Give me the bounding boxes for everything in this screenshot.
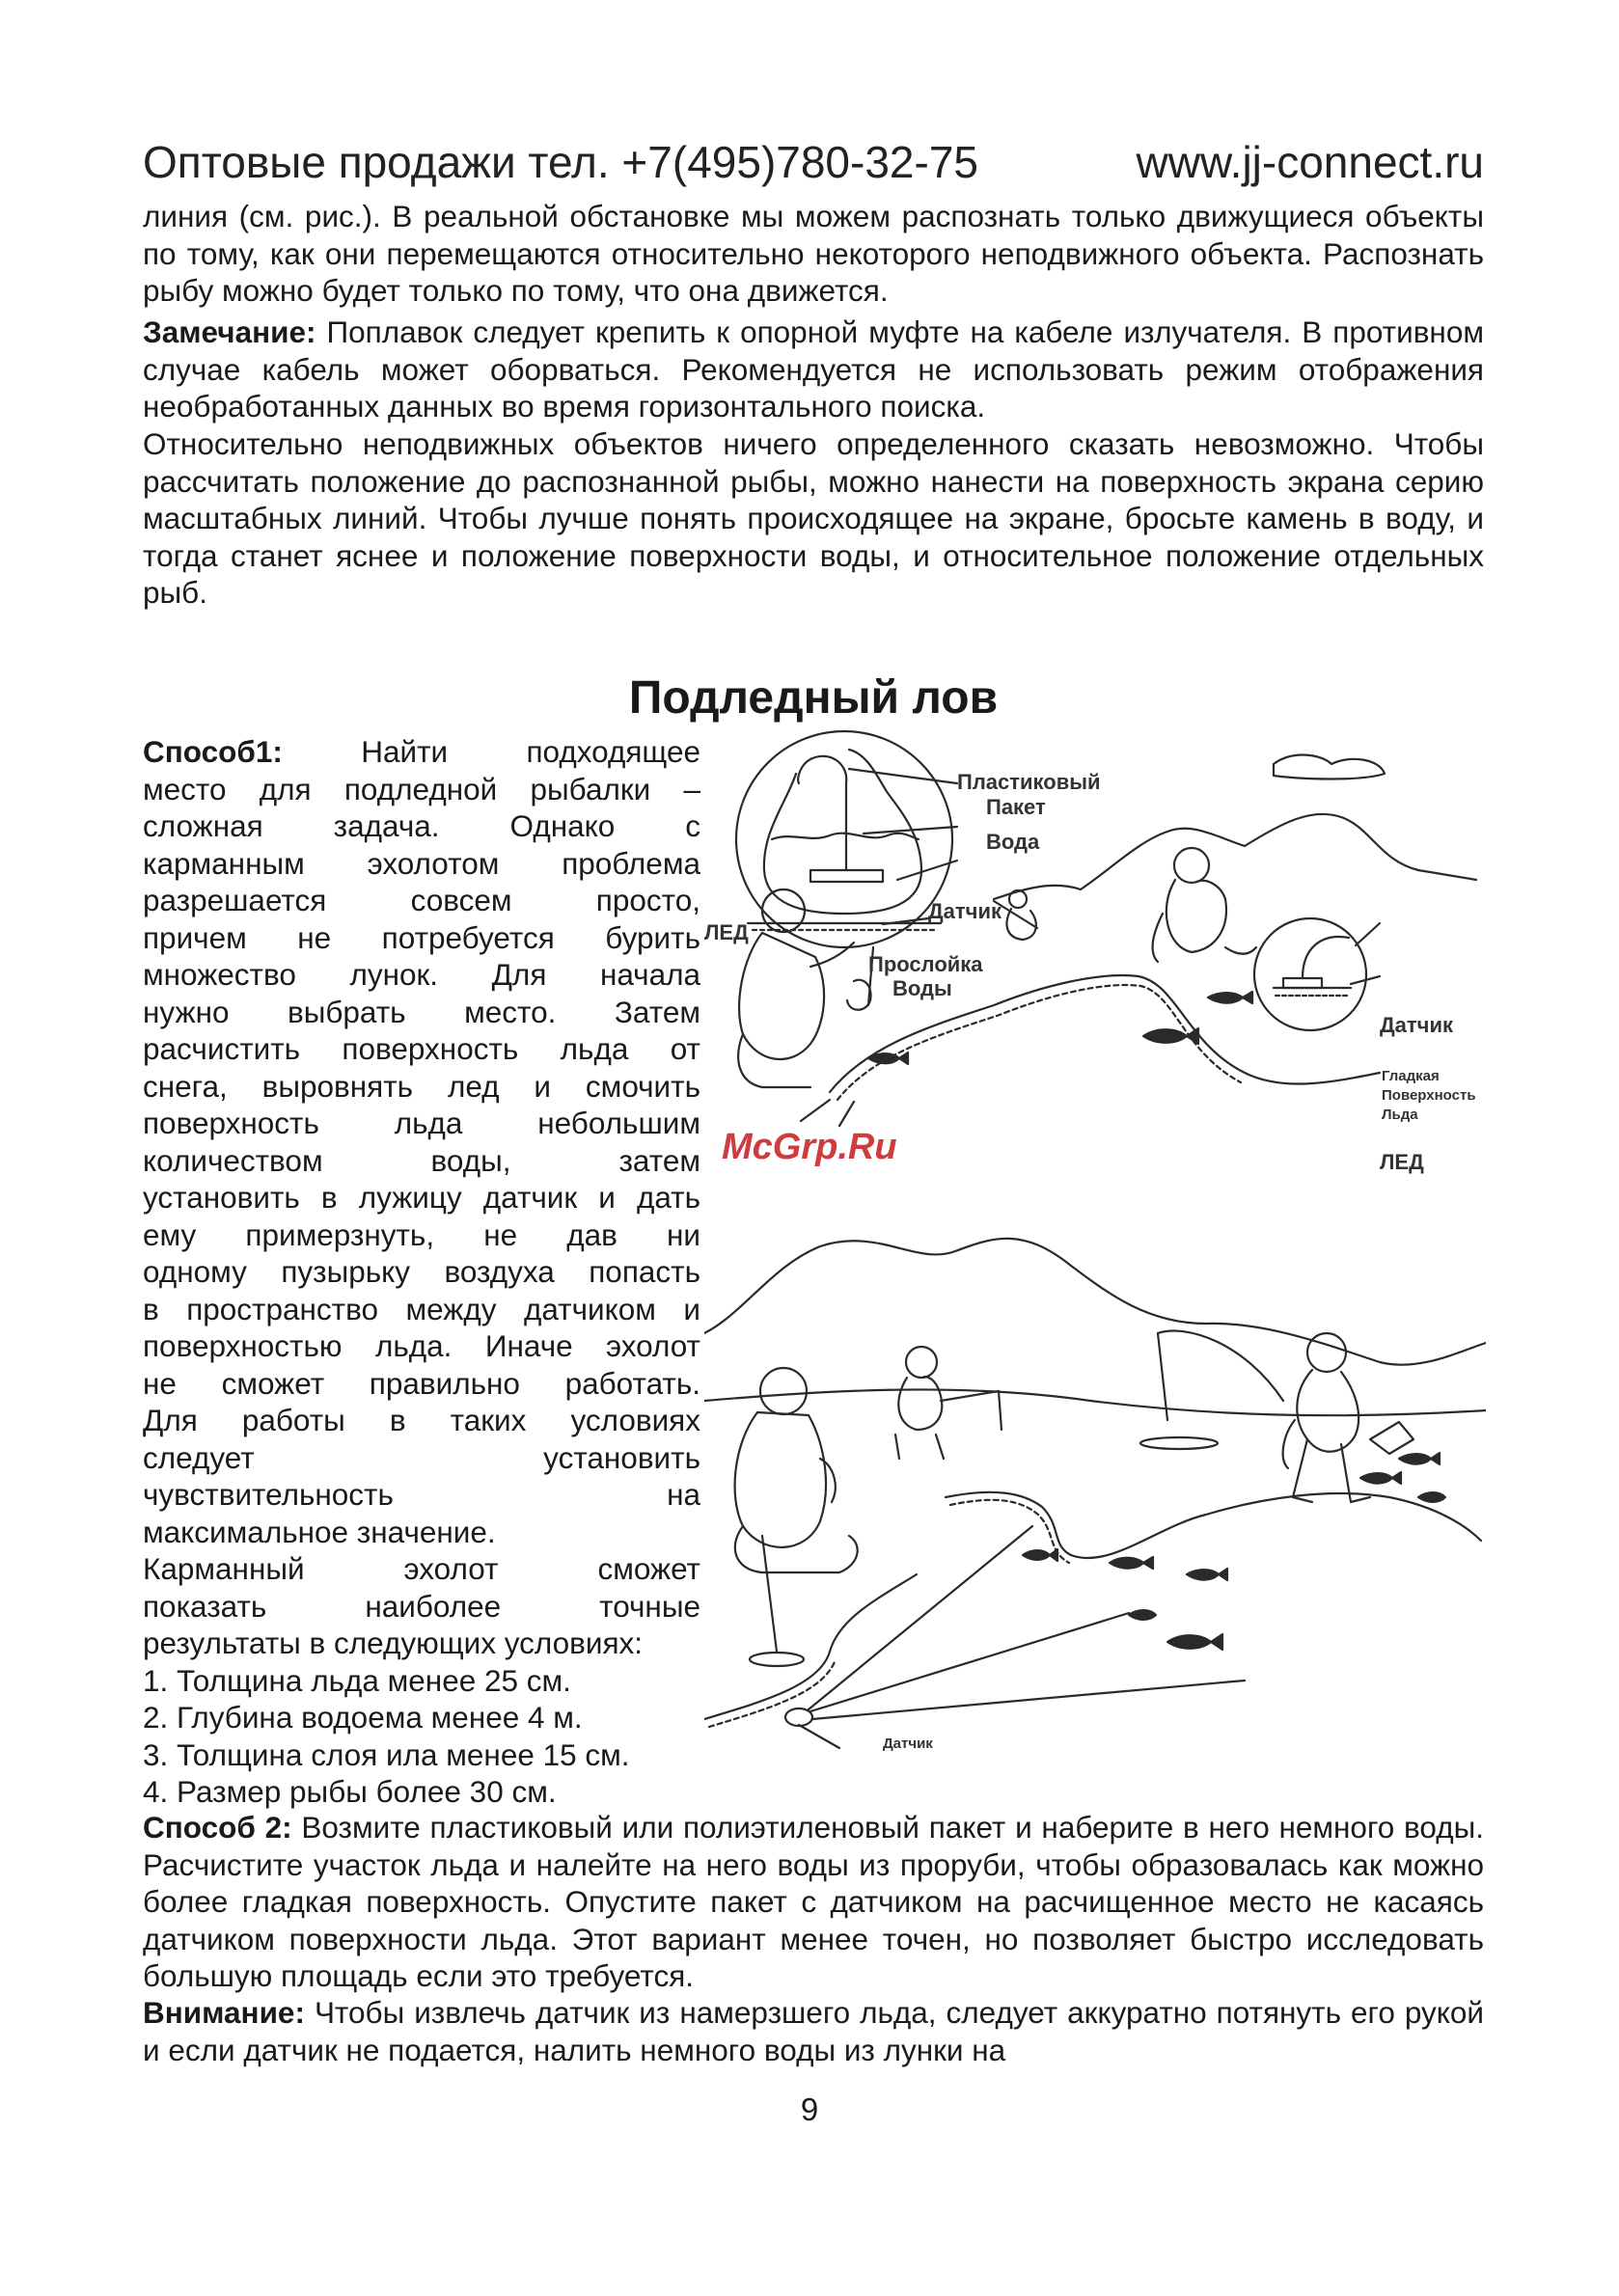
method2-paragraph xyxy=(143,1809,1484,1995)
label-sensor-right: Датчик xyxy=(1380,1013,1453,1037)
intro-paragraph: линия (см. рис.). В реальной обстановке мы можем распознать только движущиеся объекты по тому, как они перемещаются относительно некоторого неподвижного объекта. Распознать рыбу можно будет только по тому, что она движется. xyxy=(143,199,1484,308)
sensor-detail-circle xyxy=(1254,918,1366,1030)
cloud-top-right xyxy=(1274,755,1385,779)
fish-bottom-6 xyxy=(1360,1472,1401,1484)
label-smooth-3: Льда xyxy=(1382,1107,1418,1123)
page-header xyxy=(143,133,1484,191)
header-phone: Оптовые продажи тел. +7(495)780-32-75 xyxy=(143,137,978,187)
condition-item: 2. Глубина водоема менее 4 м. xyxy=(143,1700,583,1735)
watermark: McGrp.Ru xyxy=(722,1127,897,1167)
label-sensor-top: Датчик xyxy=(928,899,1002,923)
sensor-bottom xyxy=(785,1708,812,1726)
method1-line: сложная задача. Однако с xyxy=(143,808,700,843)
condition-item: 1. Толщина льда менее 25 см. xyxy=(143,1662,571,1698)
method1-column xyxy=(143,733,700,1811)
label-ice-right: ЛЕД xyxy=(1380,1150,1424,1174)
method1-line: в пространство между датчиком и xyxy=(143,1291,700,1326)
method1-line: установить в лужицу датчик и дать xyxy=(143,1180,700,1215)
fish-bottom-3 xyxy=(1187,1569,1227,1580)
mountains-bottom xyxy=(704,1239,1486,1365)
fishing-rod-right xyxy=(1158,1331,1283,1401)
label-bag-1: Пластиковый xyxy=(957,770,1101,794)
method1-line: место для подледной рыбалки – xyxy=(143,771,700,806)
ice-edge-bottom xyxy=(946,1492,1481,1558)
attention-paragraph xyxy=(143,1994,1484,2068)
ice-auger xyxy=(762,1536,777,1652)
fisherman-mid-head xyxy=(1174,848,1209,883)
method2-text: Возмите пластиковый или полиэтиленовый пакет и наберите в него немного воды. Расчистите участок льда и налейте на него воды из проруби, чтобы образовалась как можно более гладкая поверхность. Опустите пакет с датчиком на расчищенное место не касаясь датчиком поверхности льда. Этот вариант менее точен, но позволяет быстро исследовать большую площадь если это требуется. xyxy=(143,1810,1484,1993)
method1-line: разрешается совсем просто, xyxy=(143,883,700,917)
fish-top-1 xyxy=(1143,1028,1198,1044)
label-layer-2: Воды xyxy=(892,976,952,1000)
attention-label: Внимание: xyxy=(143,1995,305,2030)
condition-item: 4. Размер рыбы более 30 см. xyxy=(143,1774,557,1809)
label-smooth-1: Гладкая xyxy=(1382,1068,1440,1084)
label-ice-left: ЛЕД xyxy=(704,920,749,944)
attention-text: Чтобы извлечь датчик из намерзшего льда, следует аккуратно потянуть его рукой и если датчик не подается, налить немного воды из лунки на xyxy=(143,1995,1484,2067)
method2-label: Способ 2: xyxy=(143,1810,292,1845)
ice-fishing-illustration xyxy=(704,725,1486,1765)
fish-bottom-1 xyxy=(1167,1634,1222,1650)
results-line: результаты в следующих условиях: xyxy=(143,1626,644,1660)
method1-line: одному пузырьку воздуха попасть xyxy=(143,1254,700,1289)
fish-top-2 xyxy=(1208,992,1252,1003)
fish-bottom-5 xyxy=(1023,1549,1057,1561)
fisherman-standing-head xyxy=(1307,1333,1346,1372)
method1-line: Для работы в таких условиях xyxy=(143,1403,700,1437)
fisherman-sitting-head xyxy=(906,1347,937,1378)
page-number: 9 xyxy=(800,2091,819,2127)
fish-bottom-2 xyxy=(1110,1557,1153,1569)
label-layer-1: Прослойка xyxy=(868,952,983,976)
method1-line: Способ1: Найти подходящее xyxy=(143,734,700,769)
note-label: Замечание: xyxy=(143,314,316,349)
fish-bottom-8 xyxy=(1418,1492,1445,1502)
results-line: Карманный эхолот сможет xyxy=(143,1551,700,1586)
fish-bottom-4 xyxy=(1129,1610,1156,1620)
method1-line: расчистить поверхность льда от xyxy=(143,1031,700,1066)
method1-line: нужно выбрать место. Затем xyxy=(143,994,700,1029)
label-sensor-bottom: Датчик xyxy=(883,1736,933,1752)
method1-label: Способ1: xyxy=(143,734,283,769)
note-paragraph xyxy=(143,314,1484,425)
method1-line: количеством воды, затем xyxy=(143,1142,700,1178)
scale-lines-paragraph: Относительно неподвижных объектов ничего определенного сказать невозможно. Чтобы рассчитать положение до распознанной рыбы, можно нанести на поверхность экрана серию масштабных линий. Чтобы лучше понять происходящее на экране, бросьте камень в воду, и тогда станет яснее и положение поверхности воды, и относительное положение отдельных рыб. xyxy=(143,426,1484,610)
condition-item: 3. Толщина слоя ила менее 15 см. xyxy=(143,1736,630,1772)
results-line: показать наиболее точные xyxy=(143,1588,700,1624)
label-water: Вода xyxy=(986,830,1040,854)
method1-line: снега, выровнять лед и смочить xyxy=(143,1068,700,1104)
fisherman-bottom-head xyxy=(760,1368,807,1414)
mountains-top xyxy=(994,814,1476,899)
method1-line: причем не потребуется бурить xyxy=(143,919,700,955)
sensor-in-bag xyxy=(810,870,883,882)
fish-bottom-7 xyxy=(1399,1453,1440,1464)
method1-line: не сможет правильно работать. xyxy=(143,1365,700,1401)
section-title: Подледный лов xyxy=(628,672,999,724)
method1-line: следует установить xyxy=(143,1439,700,1475)
method1-line: максимальное значение. xyxy=(143,1514,496,1549)
method1-line: поверхностью льда. Иначе эхолот xyxy=(143,1328,700,1363)
method1-line: карманным эхолотом проблема xyxy=(143,845,700,881)
method1-line: ему примерзнуть, не дав ни xyxy=(143,1216,700,1252)
method1-line: поверхность льда небольшим xyxy=(143,1106,700,1140)
fisherman-left-head xyxy=(762,889,805,932)
note-text: Поплавок следует крепить к опорной муфте на кабеле излучателя. В противном случае кабель может оборваться. Рекомендуется не использовать режим отображения необработанных данных во время горизонтального поиска. xyxy=(143,314,1484,424)
label-bag-2: Пакет xyxy=(986,795,1046,819)
header-website: www.jj-connect.ru xyxy=(1136,137,1484,187)
method1-line: чувствительность на xyxy=(143,1477,700,1512)
method1-line: множество лунок. Для начала xyxy=(143,957,700,992)
label-smooth-2: Поверхность xyxy=(1382,1087,1476,1104)
illustration-svg xyxy=(704,725,1486,1765)
